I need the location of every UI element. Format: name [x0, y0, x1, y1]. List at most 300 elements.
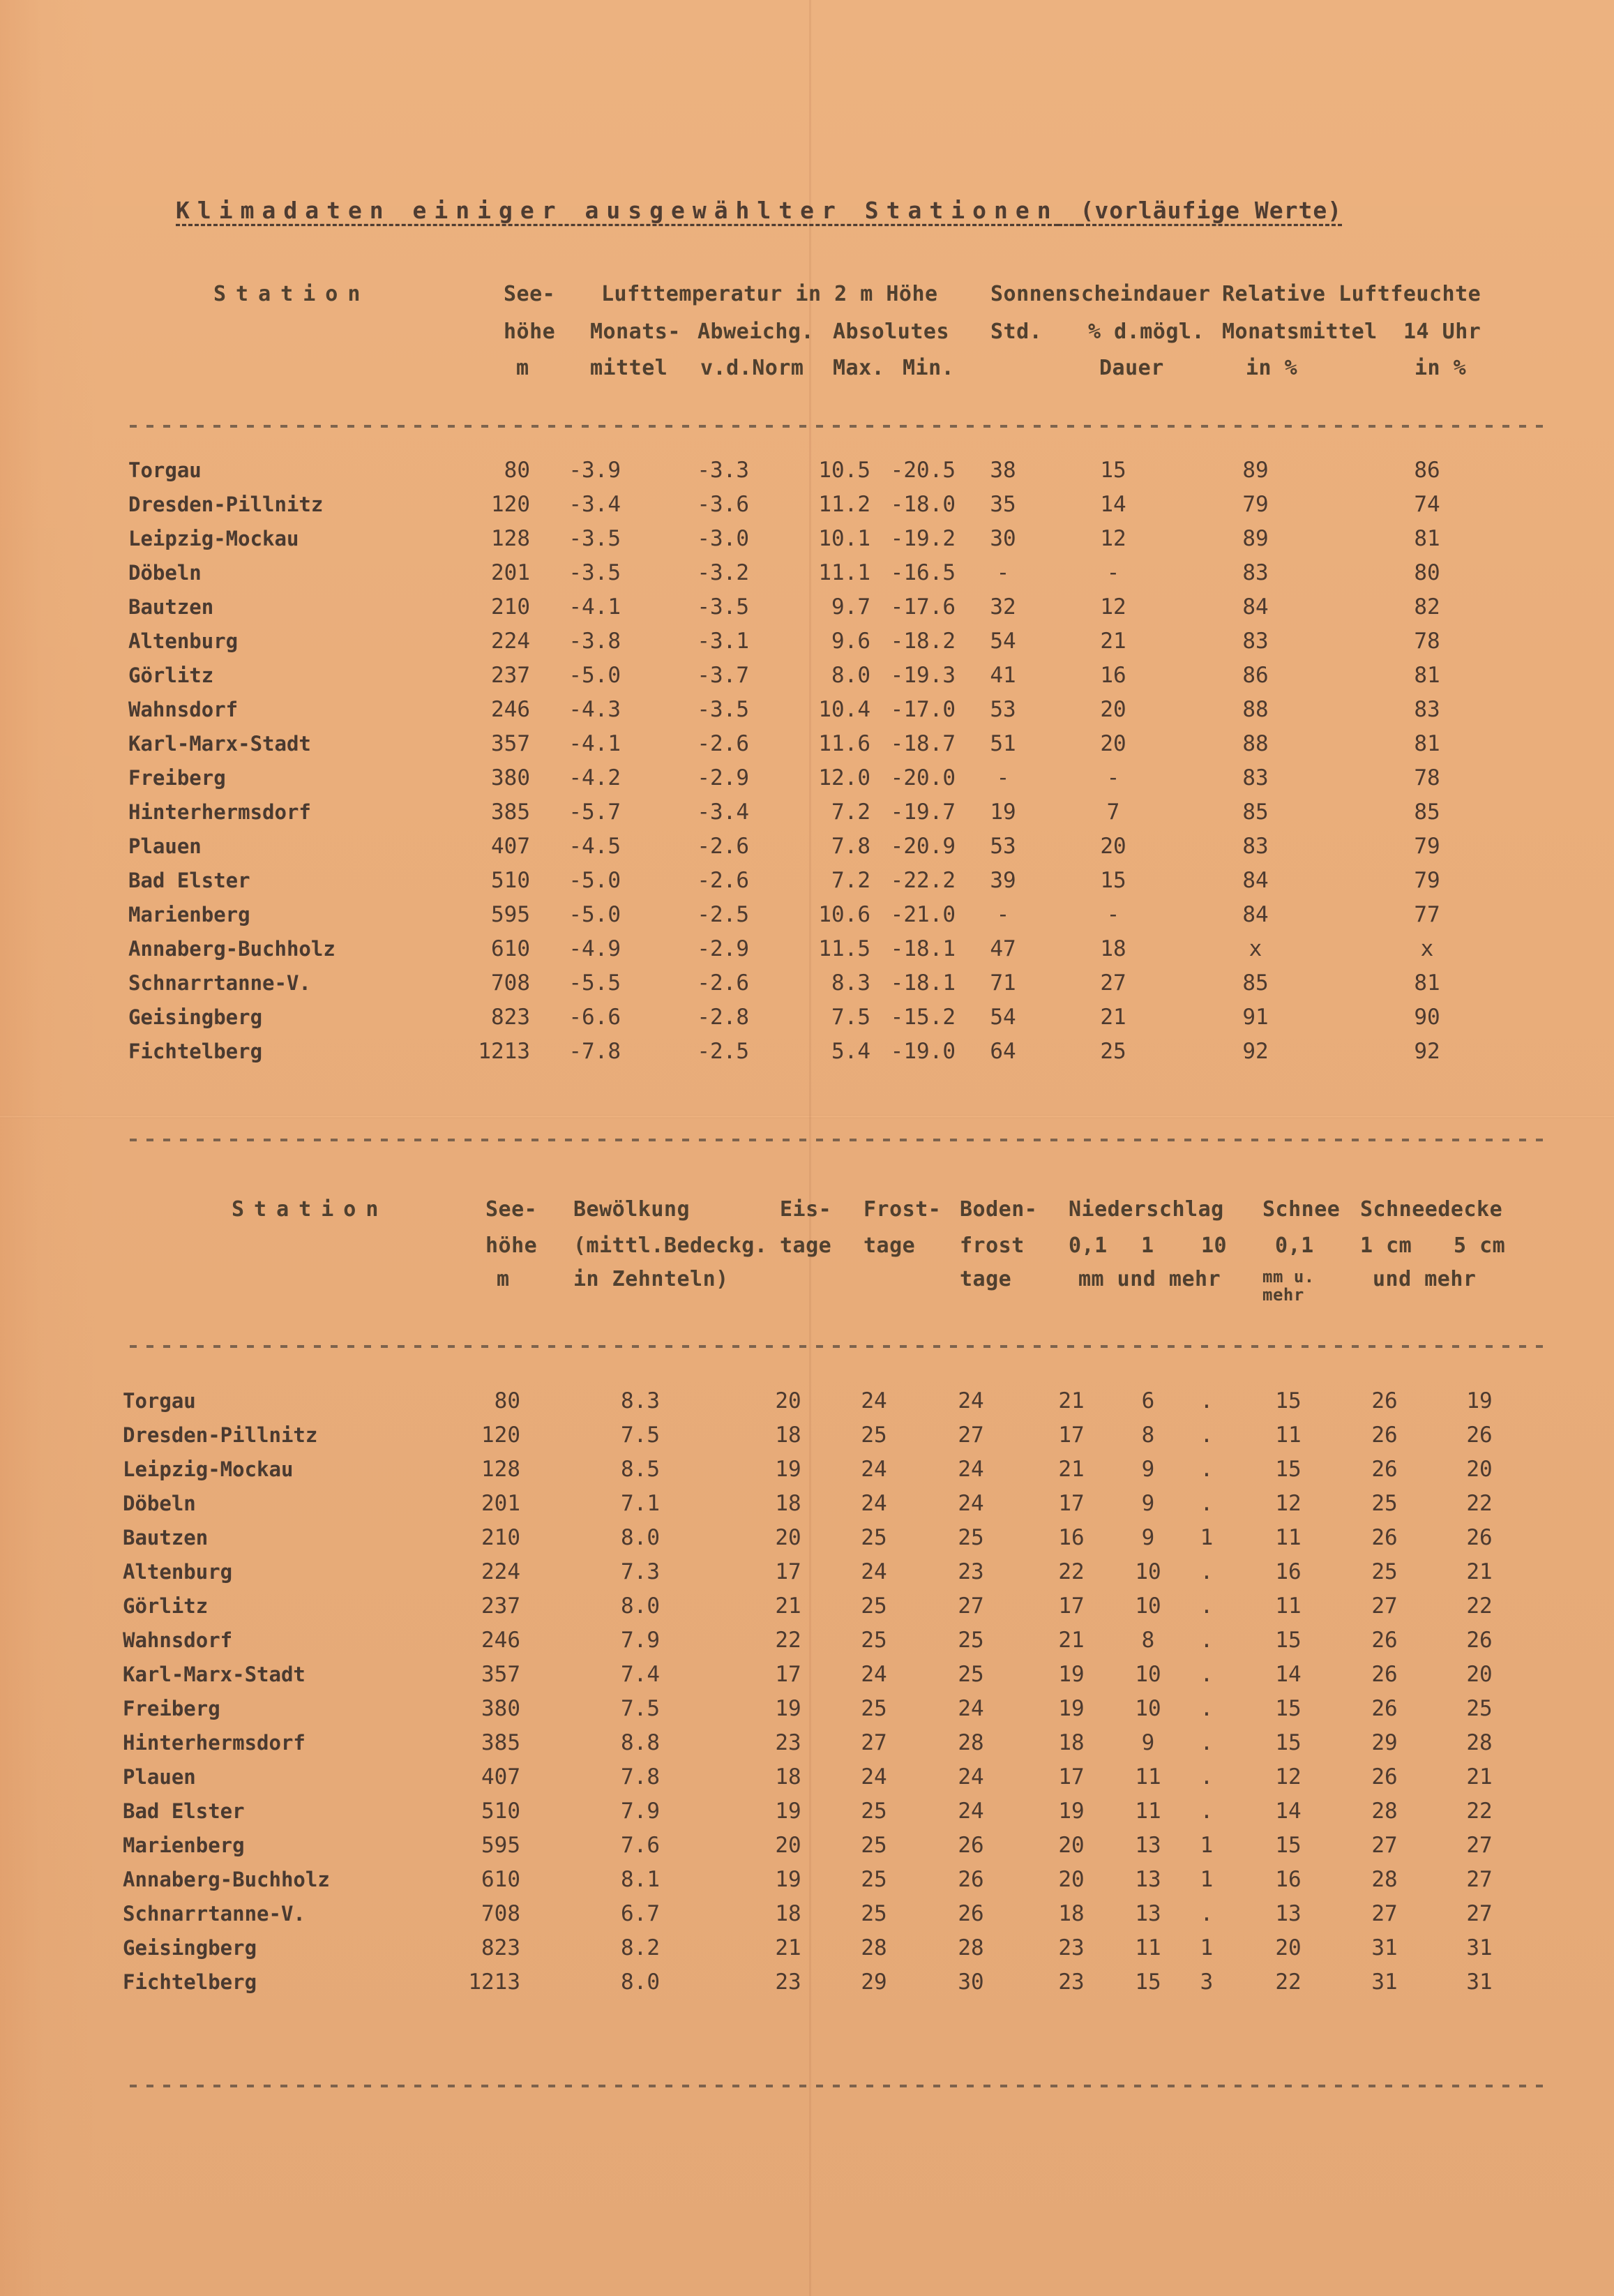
table1-cell-hoehe: 237 [491, 663, 530, 688]
table1-cell-abw: -2.5 [697, 902, 749, 927]
table2-cell-sd1: 31 [1371, 1935, 1398, 1960]
table1-cell-hoehe: 510 [491, 868, 530, 893]
table1-cell-min: -18.1 [890, 936, 956, 961]
table2-cell-schnee: 16 [1275, 1867, 1302, 1892]
table2-cell-boden: 25 [958, 1525, 984, 1550]
table2-cell-station: Bautzen [123, 1526, 209, 1550]
table2-cell-n01: 19 [1058, 1799, 1085, 1824]
table1-cell-hoehe: 128 [491, 526, 530, 551]
table2-cell-schnee: 15 [1275, 1628, 1302, 1653]
table2-cell-eis: 18 [775, 1764, 801, 1789]
table2-cell-frost: 24 [861, 1491, 887, 1516]
table2-cell-bew: 8.5 [621, 1457, 660, 1482]
table2-cell-frost: 25 [861, 1525, 887, 1550]
table1-cell-std: 47 [990, 936, 1016, 961]
table1-cell-min: -17.0 [890, 697, 956, 722]
table2-cell-bew: 8.3 [621, 1388, 660, 1413]
table1-row [0, 1035, 1614, 1069]
table2-cell-sd5: 25 [1466, 1696, 1493, 1721]
table2-cell-n10: . [1200, 1696, 1214, 1721]
table1-cell-min: -18.7 [890, 731, 956, 756]
section-divider-rule [130, 1139, 1553, 1141]
t2-header-sd-5: 5 cm [1454, 1233, 1506, 1258]
title-main: Klimadaten einiger ausgewählter Stationen [176, 197, 1059, 224]
t2-header-sd-1: 1 cm [1360, 1233, 1412, 1258]
t1-header-feuchte-14-2: in % [1415, 356, 1467, 380]
table2-cell-n01: 19 [1058, 1662, 1085, 1687]
table2-cell-hoehe: 595 [481, 1833, 520, 1858]
t2-header-seehoehe: See- [485, 1197, 538, 1222]
table1-row [0, 1000, 1614, 1035]
table1-cell-station: Torgau [128, 458, 202, 482]
table2-cell-n10: . [1200, 1662, 1214, 1687]
table1-cell-max: 7.2 [831, 800, 870, 825]
table2-cell-sd1: 26 [1371, 1628, 1398, 1653]
table1-cell-hoehe: 224 [491, 629, 530, 654]
table2-cell-bew: 8.1 [621, 1867, 660, 1892]
table2-cell-eis: 20 [775, 1833, 801, 1858]
table2-cell-sd1: 26 [1371, 1388, 1398, 1413]
table2-cell-n1: 10 [1135, 1662, 1161, 1687]
t2-header-eistage: Eis- [780, 1197, 832, 1222]
table1-cell-std: 30 [990, 526, 1016, 551]
table1-cell-mittel: -4.2 [568, 765, 621, 790]
table2-cell-boden: 24 [958, 1388, 984, 1413]
table1-cell-std: - [996, 560, 1010, 585]
table2-cell-frost: 25 [861, 1867, 887, 1892]
table2-row [0, 1965, 1614, 1999]
table2-cell-boden: 24 [958, 1491, 984, 1516]
table1-cell-mm: 84 [1242, 902, 1269, 927]
table1-cell-std: 51 [990, 731, 1016, 756]
table1-cell-abw: -3.2 [697, 560, 749, 585]
table1-cell-max: 10.1 [818, 526, 870, 551]
table2-row [0, 1829, 1614, 1863]
table1-cell-max: 10.5 [818, 458, 870, 483]
table1-row [0, 727, 1614, 761]
t1-header-absolutes: Absolutes [833, 320, 950, 344]
table1-cell-mittel: -3.4 [568, 492, 621, 517]
table2-cell-sd1: 27 [1371, 1901, 1398, 1926]
table2-cell-frost: 24 [861, 1559, 887, 1584]
table2-cell-n01: 21 [1058, 1388, 1085, 1413]
table2-cell-eis: 20 [775, 1388, 801, 1413]
table1-cell-std: 32 [990, 594, 1016, 620]
table1-cell-mm: 88 [1242, 697, 1269, 722]
t1-header-feuchte-14: 14 Uhr [1403, 320, 1481, 344]
table2-cell-n1: 9 [1141, 1491, 1155, 1516]
table1-cell-min: -20.9 [890, 834, 956, 859]
table1-cell-station: Görlitz [128, 663, 214, 687]
table1-cell-std: 39 [990, 868, 1016, 893]
table2-cell-frost: 24 [861, 1764, 887, 1789]
table2-cell-boden: 26 [958, 1901, 984, 1926]
table1-cell-hoehe: 120 [491, 492, 530, 517]
table1-cell-max: 9.7 [831, 594, 870, 620]
t2-header-bewoelkung-3: in Zehnteln) [573, 1267, 729, 1291]
t2-header-schnee: Schnee [1262, 1197, 1341, 1222]
table1-cell-u14: 77 [1414, 902, 1440, 927]
table2-cell-n10: . [1200, 1593, 1214, 1619]
t2-header-sd-unit: und mehr [1373, 1267, 1477, 1291]
table1-cell-u14: 78 [1414, 765, 1440, 790]
table2-cell-n1: 8 [1141, 1628, 1155, 1653]
paper-fold [0, 1115, 1614, 1118]
table1-cell-station: Bautzen [128, 595, 214, 619]
table2-cell-n10: . [1200, 1388, 1214, 1413]
table2-cell-station: Karl-Marx-Stadt [123, 1663, 306, 1686]
table1-row [0, 932, 1614, 966]
t2-header-seehoehe-2: höhe [485, 1233, 538, 1258]
t1-header-abweichung: Abweichg. [697, 320, 815, 344]
table1-cell-mittel: -3.8 [568, 629, 621, 654]
table1-cell-pct: 21 [1100, 629, 1126, 654]
table2-cell-sd5: 21 [1466, 1764, 1493, 1789]
table1-cell-station: Hinterhermsdorf [128, 800, 311, 824]
table1-cell-mittel: -5.0 [568, 663, 621, 688]
table2-cell-sd1: 28 [1371, 1867, 1398, 1892]
table1-cell-u14: 85 [1414, 800, 1440, 825]
table2-cell-eis: 19 [775, 1457, 801, 1482]
table2-cell-boden: 25 [958, 1628, 984, 1653]
table1-cell-mm: 83 [1242, 560, 1269, 585]
table2-row [0, 1863, 1614, 1897]
table1-cell-pct: 20 [1100, 834, 1126, 859]
table1-cell-abw: -3.6 [697, 492, 749, 517]
table1-cell-max: 10.6 [818, 902, 870, 927]
table2-cell-eis: 19 [775, 1867, 801, 1892]
table2-cell-sd5: 22 [1466, 1593, 1493, 1619]
table2-cell-n10: . [1200, 1559, 1214, 1584]
table2-cell-boden: 28 [958, 1730, 984, 1755]
t2-header-frosttage-2: tage [863, 1233, 916, 1258]
table1-cell-hoehe: 210 [491, 594, 530, 620]
table2-cell-station: Hinterhermsdorf [123, 1731, 306, 1755]
table2-cell-sd5: 28 [1466, 1730, 1493, 1755]
table1-cell-abw: -2.5 [697, 1039, 749, 1064]
table2-cell-n1: 10 [1135, 1593, 1161, 1619]
table1-cell-min: -20.5 [890, 458, 956, 483]
table2-cell-schnee: 22 [1275, 1969, 1302, 1995]
table1-cell-station: Karl-Marx-Stadt [128, 732, 311, 756]
table2-cell-sd1: 25 [1371, 1491, 1398, 1516]
table1-cell-pct: 16 [1100, 663, 1126, 688]
table1-cell-max: 7.2 [831, 868, 870, 893]
table2-cell-schnee: 16 [1275, 1559, 1302, 1584]
table1-cell-abw: -3.1 [697, 629, 749, 654]
table2-cell-n01: 17 [1058, 1423, 1085, 1448]
table1-row [0, 659, 1614, 693]
table1-header-rule [130, 425, 1553, 428]
table2-cell-n01: 18 [1058, 1901, 1085, 1926]
table1-cell-u14: 81 [1414, 663, 1440, 688]
table2-cell-n01: 21 [1058, 1457, 1085, 1482]
table1-cell-u14: 83 [1414, 697, 1440, 722]
table2-cell-station: Geisingberg [123, 1936, 257, 1960]
table1-cell-min: -19.7 [890, 800, 956, 825]
table1-cell-mm: 85 [1242, 970, 1269, 996]
table1-cell-u14: 81 [1414, 526, 1440, 551]
table2-cell-n10: 3 [1200, 1969, 1214, 1995]
table2-row [0, 1794, 1614, 1829]
table1-cell-abw: -3.3 [697, 458, 749, 483]
table1-cell-mm: 85 [1242, 800, 1269, 825]
table2-cell-bew: 6.7 [621, 1901, 660, 1926]
table1-cell-std: 53 [990, 697, 1016, 722]
table2-cell-sd5: 21 [1466, 1559, 1493, 1584]
table2-cell-boden: 24 [958, 1696, 984, 1721]
table2-row [0, 1623, 1614, 1658]
table2-cell-n1: 9 [1141, 1730, 1155, 1755]
table2-cell-eis: 19 [775, 1696, 801, 1721]
table2-cell-bew: 7.9 [621, 1799, 660, 1824]
table1-cell-min: -19.3 [890, 663, 956, 688]
table2-cell-n1: 13 [1135, 1901, 1161, 1926]
table2-cell-schnee: 14 [1275, 1799, 1302, 1824]
table2-cell-n1: 11 [1135, 1764, 1161, 1789]
table1-cell-u14: 81 [1414, 731, 1440, 756]
table2-cell-frost: 24 [861, 1388, 887, 1413]
t1-header-seehoehe: See- [504, 282, 556, 306]
table1-cell-min: -16.5 [890, 560, 956, 585]
table1-cell-mittel: -5.0 [568, 868, 621, 893]
table1-cell-std: - [996, 902, 1010, 927]
table2-cell-bew: 7.5 [621, 1696, 660, 1721]
table1-cell-mm: 86 [1242, 663, 1269, 688]
table1-cell-max: 11.1 [818, 560, 870, 585]
table1-cell-u14: 79 [1414, 834, 1440, 859]
table2-cell-hoehe: 128 [481, 1457, 520, 1482]
t1-header-pct: % d.mögl. [1088, 320, 1205, 344]
table2-cell-sd5: 26 [1466, 1628, 1493, 1653]
table1-cell-mm: 83 [1242, 629, 1269, 654]
t2-header-schnee-01: 0,1 [1275, 1233, 1314, 1258]
table1-cell-max: 12.0 [818, 765, 870, 790]
table2-cell-station: Döbeln [123, 1492, 196, 1515]
table1-cell-hoehe: 380 [491, 765, 530, 790]
table1-cell-u14: 81 [1414, 970, 1440, 996]
table2-cell-boden: 24 [958, 1764, 984, 1789]
t2-header-frosttage: Frost- [863, 1197, 942, 1222]
table2-cell-bew: 7.1 [621, 1491, 660, 1516]
table2-cell-hoehe: 246 [481, 1628, 520, 1653]
table2-cell-station: Leipzig-Mockau [123, 1457, 294, 1481]
table1-cell-std: 71 [990, 970, 1016, 996]
table2-cell-sd5: 27 [1466, 1867, 1493, 1892]
table2-cell-sd1: 28 [1371, 1799, 1398, 1824]
t1-header-station: Station [213, 282, 370, 306]
table2-cell-bew: 7.5 [621, 1423, 660, 1448]
table2-cell-sd1: 26 [1371, 1764, 1398, 1789]
table2-cell-sd5: 31 [1466, 1935, 1493, 1960]
table2-cell-eis: 18 [775, 1491, 801, 1516]
table2-cell-sd5: 20 [1466, 1457, 1493, 1482]
t1-header-absolutes-min: Min. [903, 356, 955, 380]
table2-cell-hoehe: 210 [481, 1525, 520, 1550]
table1-cell-u14: x [1420, 936, 1434, 961]
table2-cell-hoehe: 224 [481, 1559, 520, 1584]
table1-cell-station: Dresden-Pillnitz [128, 493, 324, 516]
table2-cell-schnee: 15 [1275, 1696, 1302, 1721]
table2-cell-boden: 26 [958, 1867, 984, 1892]
table1-cell-max: 7.5 [831, 1005, 870, 1030]
table2-cell-bew: 8.0 [621, 1593, 660, 1619]
table2-cell-n1: 6 [1141, 1388, 1155, 1413]
table2-cell-sd5: 22 [1466, 1799, 1493, 1824]
table2-cell-n1: 13 [1135, 1833, 1161, 1858]
table2-cell-station: Bad Elster [123, 1799, 245, 1823]
table2-cell-schnee: 15 [1275, 1457, 1302, 1482]
table2-cell-sd5: 20 [1466, 1662, 1493, 1687]
table1-cell-mittel: -6.6 [568, 1005, 621, 1030]
t1-header-luftfeuchte: Relative Luftfeuchte [1222, 282, 1481, 306]
table2-cell-schnee: 12 [1275, 1764, 1302, 1789]
table2-cell-n10: . [1200, 1457, 1214, 1482]
table2-cell-n10: 1 [1200, 1833, 1214, 1858]
table2-cell-n01: 20 [1058, 1867, 1085, 1892]
table2-cell-n1: 10 [1135, 1696, 1161, 1721]
table1-cell-std: 41 [990, 663, 1016, 688]
t2-header-bewoelkung-2: (mittl.Bedeckg. [573, 1233, 768, 1258]
table2-cell-schnee: 15 [1275, 1730, 1302, 1755]
table2-row [0, 1555, 1614, 1589]
table2-cell-sd1: 26 [1371, 1423, 1398, 1448]
table1-cell-pct: 14 [1100, 492, 1126, 517]
table2-cell-n10: . [1200, 1764, 1214, 1789]
table1-cell-station: Geisingberg [128, 1005, 263, 1029]
table2-cell-frost: 25 [861, 1696, 887, 1721]
table1-cell-station: Freiberg [128, 766, 226, 790]
table1-cell-station: Altenburg [128, 629, 239, 653]
table2-cell-n10: 1 [1200, 1525, 1214, 1550]
table1-cell-mm: 92 [1242, 1039, 1269, 1064]
table1-cell-abw: -3.4 [697, 800, 749, 825]
table1-cell-min: -18.0 [890, 492, 956, 517]
table1-row [0, 488, 1614, 522]
table2-cell-sd5: 31 [1466, 1969, 1493, 1995]
table2-cell-frost: 25 [861, 1799, 887, 1824]
table1-cell-hoehe: 385 [491, 800, 530, 825]
t1-header-lufttemperatur: Lufttemperatur in 2 m Höhe [601, 282, 938, 306]
table2-cell-hoehe: 120 [481, 1423, 520, 1448]
table1-cell-mittel: -5.0 [568, 902, 621, 927]
table1-cell-max: 5.4 [831, 1039, 870, 1064]
table2-cell-eis: 23 [775, 1730, 801, 1755]
table2-cell-n1: 15 [1135, 1969, 1161, 1995]
table2-cell-bew: 7.3 [621, 1559, 660, 1584]
table1-cell-std: 53 [990, 834, 1016, 859]
table2-cell-hoehe: 510 [481, 1799, 520, 1824]
table1-cell-u14: 80 [1414, 560, 1440, 585]
t2-header-schnee-unit: mm u. [1262, 1267, 1315, 1286]
table2-cell-eis: 17 [775, 1559, 801, 1584]
table2-cell-n10: . [1200, 1901, 1214, 1926]
table1-cell-max: 9.6 [831, 629, 870, 654]
table2-cell-sd1: 25 [1371, 1559, 1398, 1584]
table1-cell-max: 10.4 [818, 697, 870, 722]
table1-cell-station: Fichtelberg [128, 1040, 263, 1063]
table1-cell-mm: 79 [1242, 492, 1269, 517]
table1-cell-pct: 27 [1100, 970, 1126, 996]
table2-cell-n01: 23 [1058, 1969, 1085, 1995]
table1-cell-u14: 92 [1414, 1039, 1440, 1064]
table2-header-rule [130, 1345, 1553, 1348]
table1-cell-abw: -2.6 [697, 868, 749, 893]
table2-cell-frost: 24 [861, 1662, 887, 1687]
table2-cell-eis: 23 [775, 1969, 801, 1995]
table1-cell-max: 8.3 [831, 970, 870, 996]
table1-cell-hoehe: 80 [504, 458, 530, 483]
table1-cell-min: -19.2 [890, 526, 956, 551]
table2-cell-boden: 27 [958, 1593, 984, 1619]
table1-cell-std: 54 [990, 629, 1016, 654]
t2-header-schneedecke: Schneedecke [1360, 1197, 1503, 1222]
table1-cell-pct: 20 [1100, 731, 1126, 756]
t1-header-pct-2: Dauer [1099, 356, 1164, 380]
table1-cell-abw: -2.6 [697, 834, 749, 859]
table1-cell-u14: 79 [1414, 868, 1440, 893]
table2-row [0, 1384, 1614, 1418]
table1-cell-station: Wahnsdorf [128, 698, 239, 721]
table2-cell-frost: 25 [861, 1628, 887, 1653]
table1-cell-u14: 90 [1414, 1005, 1440, 1030]
table2-cell-station: Annaberg-Buchholz [123, 1868, 330, 1891]
table1-cell-mittel: -4.9 [568, 936, 621, 961]
table2-cell-sd5: 26 [1466, 1525, 1493, 1550]
table1-cell-std: 54 [990, 1005, 1016, 1030]
table2-cell-schnee: 15 [1275, 1388, 1302, 1413]
table2-cell-sd1: 26 [1371, 1696, 1398, 1721]
table1-cell-abw: -2.8 [697, 1005, 749, 1030]
table2-cell-sd1: 26 [1371, 1662, 1398, 1687]
table1-cell-mm: 84 [1242, 594, 1269, 620]
table1-cell-pct: 12 [1100, 526, 1126, 551]
table2-cell-hoehe: 237 [481, 1593, 520, 1619]
table2-cell-frost: 27 [861, 1730, 887, 1755]
table1-cell-min: -17.6 [890, 594, 956, 620]
table1-cell-min: -19.0 [890, 1039, 956, 1064]
table1-cell-max: 7.8 [831, 834, 870, 859]
table1-cell-mittel: -3.9 [568, 458, 621, 483]
table1-cell-mm: 89 [1242, 526, 1269, 551]
table2-cell-station: Dresden-Pillnitz [123, 1423, 318, 1447]
table1-cell-hoehe: 407 [491, 834, 530, 859]
table2-cell-schnee: 11 [1275, 1525, 1302, 1550]
table2-cell-hoehe: 708 [481, 1901, 520, 1926]
table1-cell-station: Döbeln [128, 561, 202, 585]
table2-cell-n01: 23 [1058, 1935, 1085, 1960]
table1-cell-mm: 91 [1242, 1005, 1269, 1030]
table2-cell-station: Torgau [123, 1389, 196, 1413]
table1-cell-abw: -3.0 [697, 526, 749, 551]
table2-row [0, 1487, 1614, 1521]
table1-cell-min: -15.2 [890, 1005, 956, 1030]
table1-cell-mm: 88 [1242, 731, 1269, 756]
table2-cell-n01: 19 [1058, 1696, 1085, 1721]
table2-cell-n1: 9 [1141, 1525, 1155, 1550]
table1-cell-min: -20.0 [890, 765, 956, 790]
table1-cell-mm: x [1249, 936, 1262, 961]
table2-cell-frost: 24 [861, 1457, 887, 1482]
table2-cell-boden: 27 [958, 1423, 984, 1448]
table2-cell-bew: 7.9 [621, 1628, 660, 1653]
table2-cell-boden: 30 [958, 1969, 984, 1995]
table2-row [0, 1760, 1614, 1794]
table1-cell-std: 35 [990, 492, 1016, 517]
table2-cell-station: Plauen [123, 1765, 196, 1789]
table1-cell-abw: -3.5 [697, 594, 749, 620]
table2-cell-n1: 10 [1135, 1559, 1161, 1584]
